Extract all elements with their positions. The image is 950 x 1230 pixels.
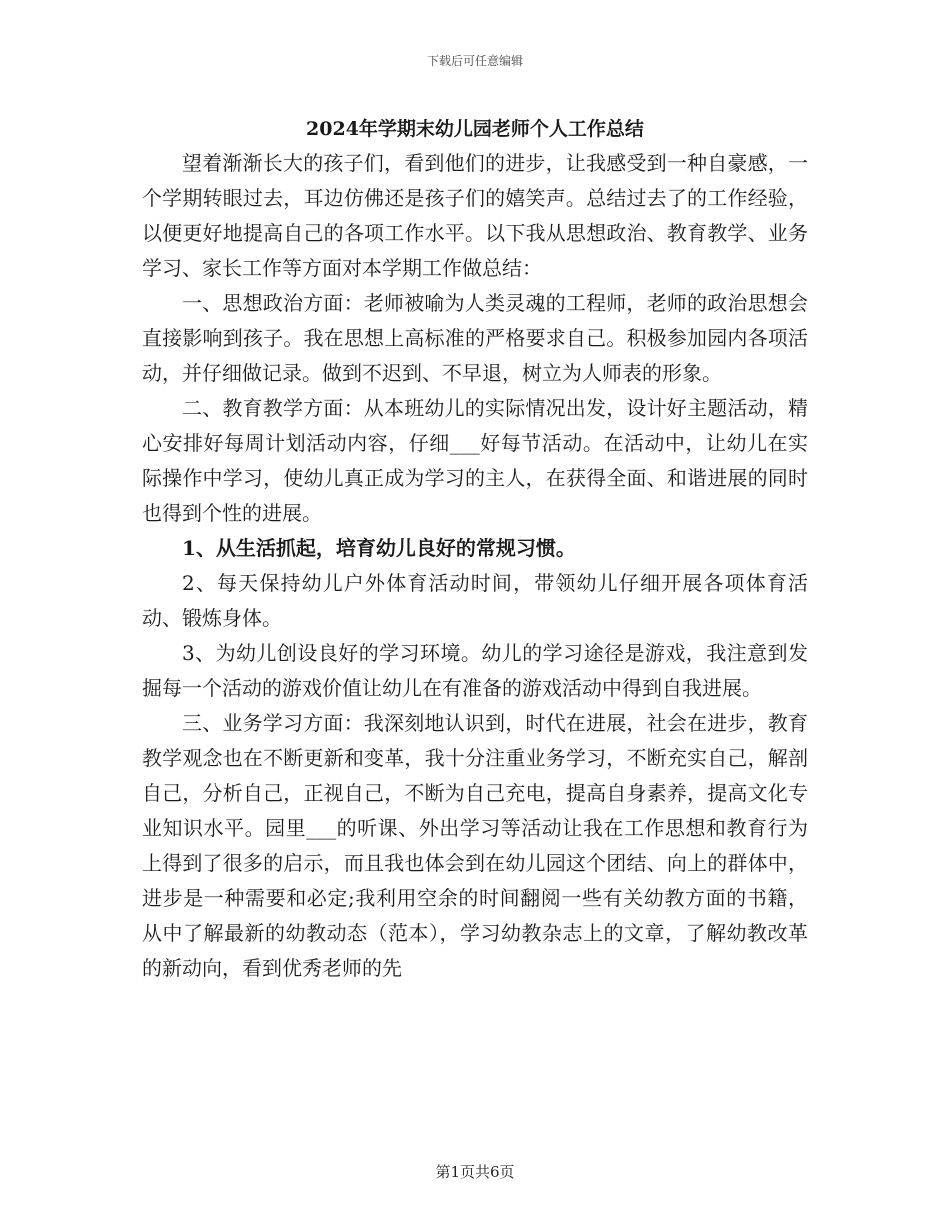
document-body <box>142 146 808 986</box>
paragraph-item-3: 3、为幼儿创设良好的学习环境。幼儿的学习途径是游戏，我注意到发掘每一个活动的游戏价值让幼儿在有准备的游戏活动中得到自我进展。 <box>142 641 808 700</box>
paragraph-item-1: 1、从生活抓起，培育幼儿良好的常规习惯。 <box>182 536 576 560</box>
paragraph-study: 三、业务学习方面：我深刻地认识到，时代在进展，社会在进步，教育教学观念也在不断更新和变革，我十分注重业务学习，不断充实自己，解剖自己，分析自己，正视自己，不断为自己充电，提高自身素养，提高文化专业知识水平。园里___的听课、外出学习等活动让我在工作思想和教育行为上得到了很多的启示，而且我也体会到在幼儿园这个团结、向上的群体中，进步是一种需要和必定;我利用空余的时间翻阅一些有关幼教方面的书籍，从中了解最新的幼教动态（范本），学习幼教杂志上的文章，了解幼教改革的新动向，看到优秀老师的先 <box>142 711 808 980</box>
paragraph-intro: 望着渐渐长大的孩子们，看到他们的进步，让我感受到一种自豪感，一个学期转眼过去，耳边仿佛还是孩子们的嬉笑声。总结过去了的工作经验，以便更好地提高自己的各项工作水平。以下我从思想政治、教育教学、业务学习、家长工作等方面对本学期工作做总结： <box>142 151 808 280</box>
paragraph-teaching: 二、教育教学方面：从本班幼儿的实际情况出发，设计好主题活动，精心安排好每周计划活动内容，仔细___好每节活动。在活动中，让幼儿在实际操作中学习，使幼儿真正成为学习的主人，在获得全面、和谐进展的同时也得到个性的进展。 <box>142 396 808 525</box>
page-footer: 第1页共6页 <box>435 1163 515 1181</box>
document-title: 2024年学期末幼儿园老师个人工作总结 <box>306 118 644 140</box>
paragraph-political: 一、思想政治方面：老师被喻为人类灵魂的工程师，老师的政治思想会直接影响到孩子。我在思想上高标准的严格要求自己。积极参加园内各项活动，并仔细做记录。做到不迟到、不早退，树立为人师表的形象。 <box>142 291 808 385</box>
header-note: 下载后可任意编辑 <box>426 54 523 68</box>
paragraph-item-2: 2、每天保持幼儿户外体育活动时间，带领幼儿仔细开展各项体育活动、锻炼身体。 <box>142 571 808 630</box>
